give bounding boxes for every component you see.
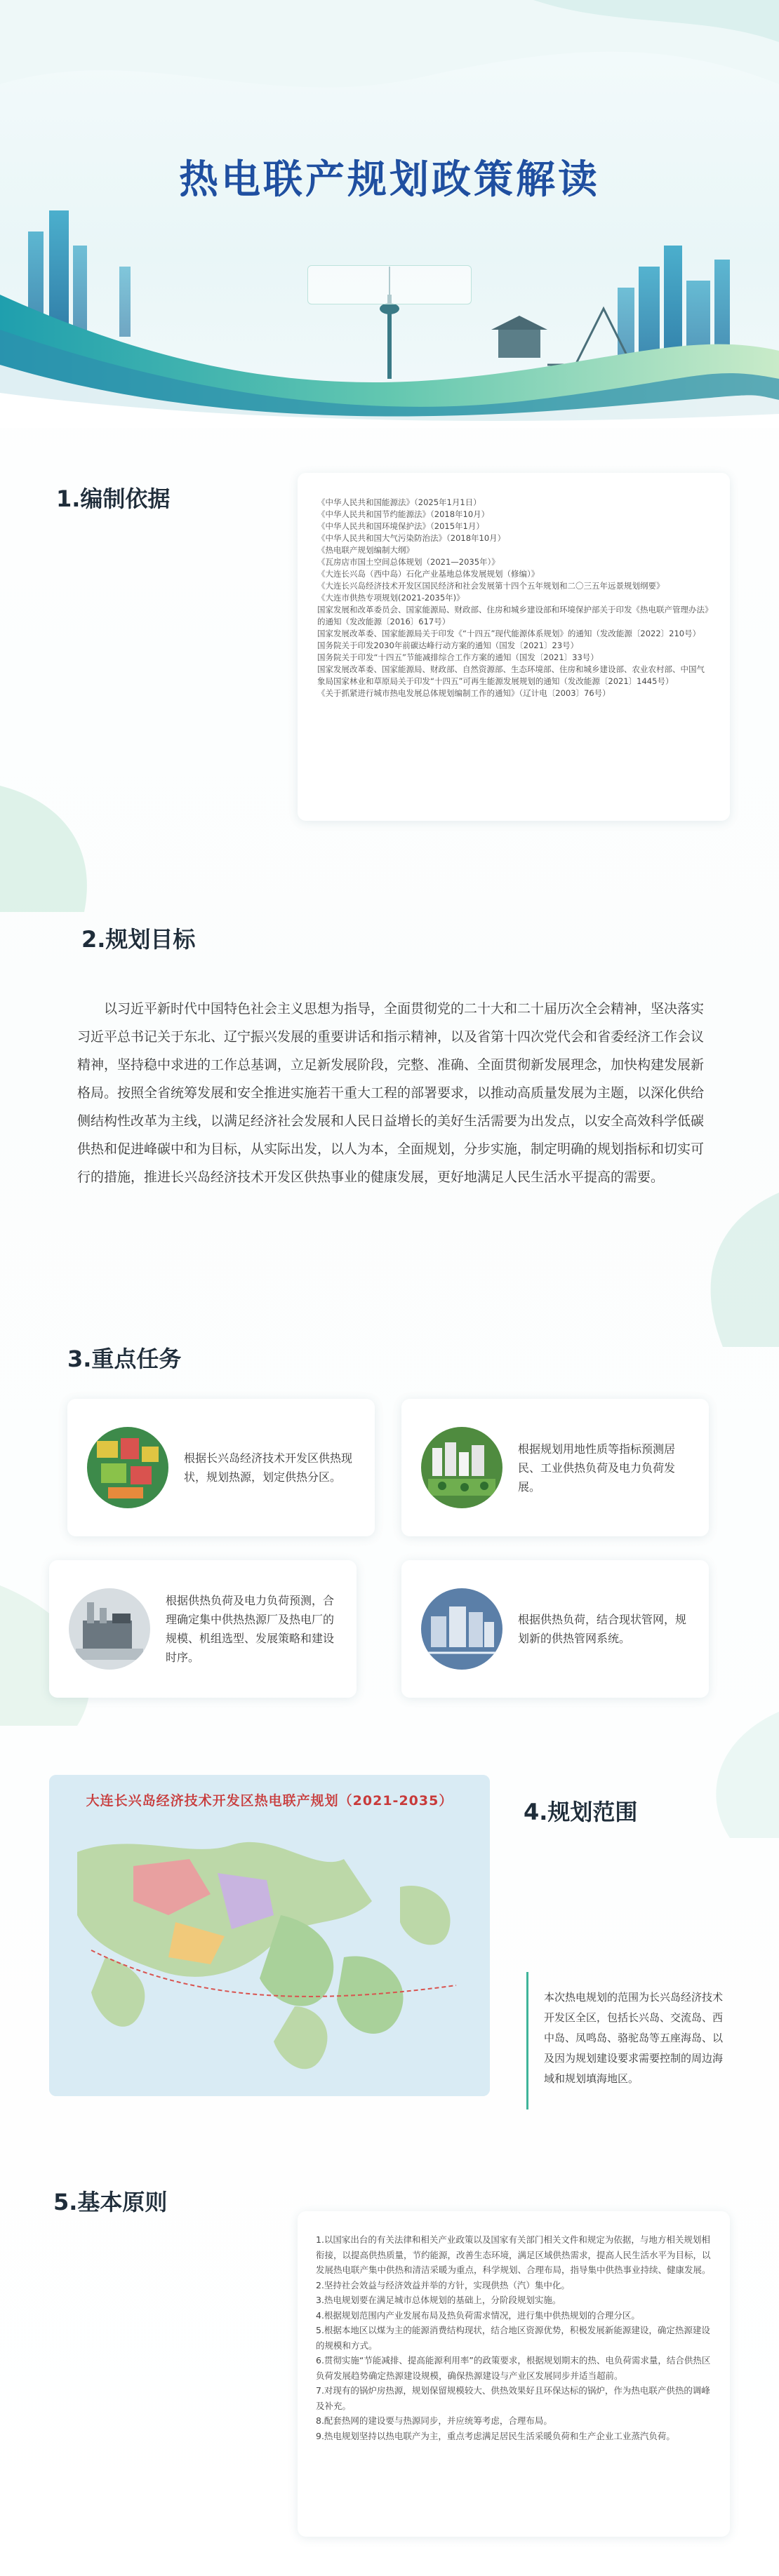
section-2-title: 2.规划目标	[81, 926, 196, 953]
list-item: 8.配套热网的建设要与热源同步，并应统筹考虑，合理布局。	[316, 2415, 552, 2426]
list-item: 《热电联产规划编制大纲》	[317, 545, 414, 555]
list-item: 2.坚持社会效益与经济效益并举的方针，实现供热（汽）集中化。	[316, 2279, 570, 2290]
list-item: 7.对现有的锅炉房热源，规划保留规模较大、供热效果好且环保达标的锅炉，作为热电联产供热的调峰及补充。	[316, 2385, 710, 2411]
list-item: 国家发展改革委、国家能源局、财政部、自然资源部、生态环境部、住房和城乡建设部、农业农村部、中国气象局国家林业和草原局关于印发“十四五”可再生能源发展规划的通知（发改能源〔2021〕1445号）	[317, 664, 705, 686]
right-decoration-2	[632, 1712, 779, 1838]
section-1-title: 1.编制依据	[56, 485, 171, 512]
list-item: 《中华人民共和国大气污染防治法》（2018年10月）	[317, 533, 506, 543]
list-item: 4.根据规划范围内产业发展布局及热负荷需求情况，进行集中供热规划的合理分区。	[316, 2309, 640, 2321]
power-plant-image	[69, 1588, 150, 1670]
list-item: 《大连长兴岛经济技术开发区国民经济和社会发展第十四个五年规划和二〇三五年远景规划纲要》	[317, 581, 665, 591]
list-item: 国务院关于印发“十四五”节能减排综合工作方案的通知（国发〔2021〕33号）	[317, 652, 599, 662]
list-item: 《关于抓紧进行城市热电发展总体规划编制工作的通知》（辽计电〔2003〕76号）	[317, 688, 611, 698]
task-card	[401, 1560, 709, 1698]
list-item: 《大连长兴岛（西中岛）石化产业基地总体发展规划（修编）》	[317, 569, 540, 579]
task-text: 根据供热负荷，结合现状管网，规划新的供热管网系统。	[518, 1613, 687, 1645]
hero-banner	[0, 0, 779, 428]
list-item: 《中华人民共和国节约能源法》（2018年10月）	[317, 509, 490, 519]
list-item: 《大连市供热专项规划(2021-2035年)》	[317, 593, 465, 603]
list-item: 国家发展和改革委员会、国家能源局、财政部、住房和城乡建设部和环境保护部关于印发《热电联产管理办法》的通知（发改能源〔2016〕617号）	[317, 605, 709, 626]
task-card	[67, 1399, 375, 1536]
list-item: 3.热电规划要在满足城市总体规划的基础上，分阶段规划实施。	[316, 2295, 561, 2305]
planning-goal-paragraph: 以习近平新时代中国特色社会主义思想为指导，全面贯彻党的二十大和二十届历次全会精神，坚决落实习近平总书记关于东北、辽宁振兴发展的重要讲话和指示精神，以及省第十四次党代会和省委经济工作会议精神，坚持稳中求进的工作总基调，立足新发展阶段，完整、准确、全面贯彻新发展理念，加快构建发展新格局。按照全省统筹发展和安全推进实施若干重大工程的部署要求，以推动高质量发展为主题，以深化供给侧结构性改革为主线，以满足经济社会发展和人民日益增长的美好生活需要为出发点，以安全高效科学低碳供热和促进峰碳中和为目标，从实际出发，以人为本，全面规划，分步实施，制定明确的规划指标和切实可行的措施，推进长兴岛经济技术开发区供热事业的健康发展，更好地满足人民生活水平提高的需要。	[77, 1001, 705, 1185]
right-decoration	[639, 1193, 779, 1347]
planning-area-map	[49, 1775, 490, 2096]
principles-list	[298, 2211, 730, 2537]
section-3-title: 3.重点任务	[67, 1346, 182, 1372]
task-text: 根据长兴岛经济技术开发区供热现状，规划热源，划定供热分区。	[184, 1451, 353, 1484]
list-item: 9.热电规划坚持以热电联产为主，重点考虑满足居民生活采暖负荷和生产企业工业蒸汽负荷。	[316, 2430, 675, 2441]
task-text: 根据供热负荷及电力负荷预测，合理确定集中供热热源厂及热电厂的规模、机组选型、发展策略和建设时序。	[166, 1594, 335, 1664]
section-5-title: 5.基本原则	[53, 2189, 168, 2215]
left-decoration	[0, 758, 154, 912]
title-plate-decoration	[307, 265, 472, 304]
city-skyline-illustration	[0, 0, 779, 428]
map-image	[49, 1775, 490, 2096]
page-title: 热电联产规划政策解读	[179, 157, 600, 203]
list-item: 6.贯彻实施“节能减排、提高能源利用率”的政策要求，根据规划期末的热、电负荷需求量，结合供热区负荷发展趋势确定热源建设规模，确保热源建设与产业区发展同步并适当超前。	[316, 2355, 711, 2381]
list-item: 5.根据本地区以煤为主的能源消费结构现状，结合地区资源优势，积极发展新能源建设，确定热源建设的规模和方式。	[316, 2325, 710, 2351]
city-model-image	[421, 1427, 502, 1508]
section-4-title: 4.规划范围	[524, 1799, 638, 1825]
list-item: 《瓦房店市国土空间总体规划（2021—2035年）》	[317, 557, 500, 567]
reference-list	[298, 473, 730, 821]
planning-scope-text: 本次热电规划的范围为长兴岛经济技术开发区全区，包括长兴岛、交流岛、西中岛、凤鸣岛、骆驼岛等五座海岛、以及因为规划建设要求需要控制的周边海域和规划填海地区。	[526, 1972, 737, 2109]
task-text: 根据规划用地性质等指标预测居民、工业供热负荷及电力负荷发展。	[518, 1442, 676, 1494]
list-item: 国务院关于印发2030年前碳达峰行动方案的通知（国发〔2021〕23号）	[317, 640, 579, 650]
list-item: 《中华人民共和国环境保护法》（2015年1月）	[317, 521, 484, 531]
list-item: 1.以国家出台的有关法律和相关产业政策以及国家有关部门相关文件和规定为依据，与地方相关规划相衔接，以提高供热质量，节约能源，改善生态环境，满足区域供热需求，提高人民生活水平为目标，以发展热电联产集中供热和清洁采暖为重点，科学规划、合理布局，指导集中供热事业持续、健康发展。	[316, 2234, 711, 2275]
list-item: 《中华人民共和国能源法》（2025年1月1日）	[317, 497, 481, 507]
map-title: 大连长兴岛经济技术开发区热电联产规划（2021-2035）	[86, 1793, 453, 1809]
pipe-network-image	[421, 1588, 502, 1670]
task-card	[49, 1560, 357, 1698]
task-card	[401, 1399, 709, 1536]
zoning-map-image	[87, 1427, 168, 1508]
list-item: 国家发展改革委、国家能源局关于印发《“十四五”现代能源体系规划》的通知（发改能源〔2022〕210号）	[317, 629, 701, 638]
